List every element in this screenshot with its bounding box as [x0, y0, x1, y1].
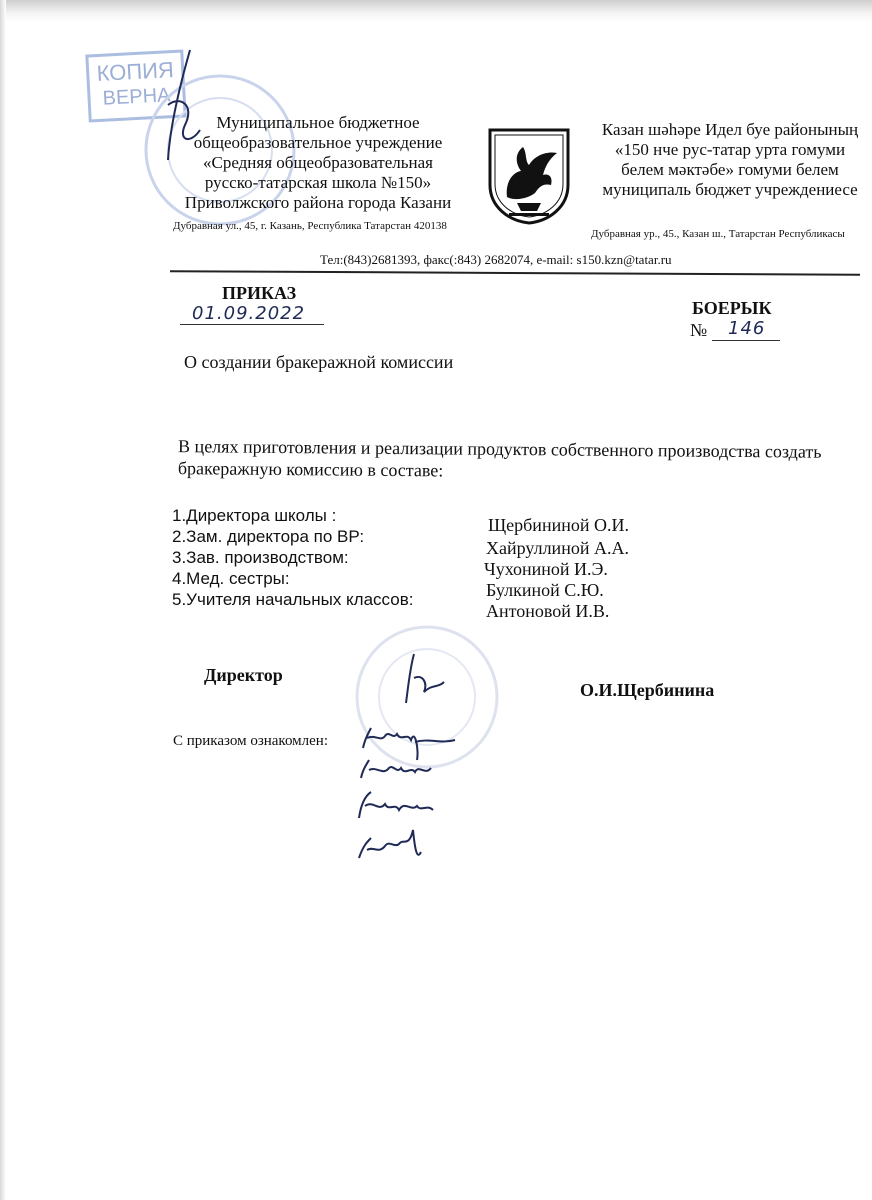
org-tt-line2: «150 нче рус-татар урта гомуми [614, 140, 846, 159]
acquainted-label: С приказом ознакомлен: [173, 733, 329, 749]
member-role: 4.Мед. сестры: [172, 569, 290, 588]
org-tt-line1: Казан шәһәре Идел буе районының [601, 120, 859, 139]
org-tt-line3: белем мәктәбе» гомуми белем [621, 160, 839, 179]
member-name: Щербининой О.И. [488, 515, 629, 535]
org-tt-line4: муниципаль бюджет учреждениесе [602, 180, 858, 199]
copy-stamp-line1: КОПИЯ [96, 57, 175, 87]
org-ru-line3: «Средняя общеобразовательная [203, 153, 433, 172]
coat-of-arms-logo [487, 127, 571, 225]
org-address-ru: Дубравная ул., 45, г. Казань, Республика Татарстан 420138 [173, 220, 447, 232]
org-ru-line4: русско-татарская школа №150» [204, 173, 432, 192]
member-role: 3.Зав. производством: [172, 548, 349, 567]
signature-role: Директор [204, 665, 283, 685]
order-number-line [712, 340, 780, 341]
order-number: 146 [728, 318, 766, 339]
org-name-ru [168, 113, 468, 213]
director-signature [398, 648, 448, 708]
order-title-tt: БОЕРЫК [692, 298, 772, 318]
member-row [172, 505, 652, 535]
acknowledgement-signatures [355, 720, 475, 870]
header-divider [170, 270, 860, 276]
order-subject: О создании бракеражной комиссии [184, 352, 454, 372]
member-role: 5.Учителя начальных классов: [172, 590, 414, 609]
signature-name: О.И.Щербинина [580, 680, 715, 700]
copy-stamp-line2: ВЕРНА [102, 84, 172, 110]
scan-top-shadow [0, 0, 872, 22]
org-ru-line1: Муниципальное бюджетное [216, 113, 420, 132]
scan-left-edge [0, 0, 6, 1200]
org-address-tt: Дубравная ур., 45., Казан ш., Татарстан Республикасы [591, 228, 845, 240]
contacts-line: Тел:(843)2681393, факс(:843) 2682074, e-mail: s150.kzn@tatar.ru [320, 252, 672, 267]
order-title-ru: ПРИКАЗ [222, 283, 297, 303]
member-role: 2.Зам. директора по ВР: [172, 527, 365, 546]
member-row [172, 589, 652, 621]
order-date: 01.09.2022 [192, 303, 306, 324]
member-name: Антоновой И.В. [486, 601, 610, 621]
member-name: Булкиной С.Ю. [486, 580, 604, 600]
member-name: Чухониной И.Э. [484, 559, 608, 579]
order-date-line [180, 324, 324, 325]
org-ru-line2: общеобразовательное учреждение [193, 133, 443, 152]
members-list [172, 505, 652, 621]
order-number-label: № [690, 320, 708, 340]
member-name: Хайруллиной А.А. [486, 538, 629, 558]
order-intro: В целях приготовления и реализации продуктов собственного производства создать бракеражную комиссию в составе: [177, 436, 822, 481]
org-name-tt [585, 120, 872, 200]
coat-of-arms-icon [487, 127, 571, 225]
org-ru-line5: Приволжского района города Казани [184, 193, 452, 212]
member-role: 1.Директора школы : [172, 506, 337, 525]
